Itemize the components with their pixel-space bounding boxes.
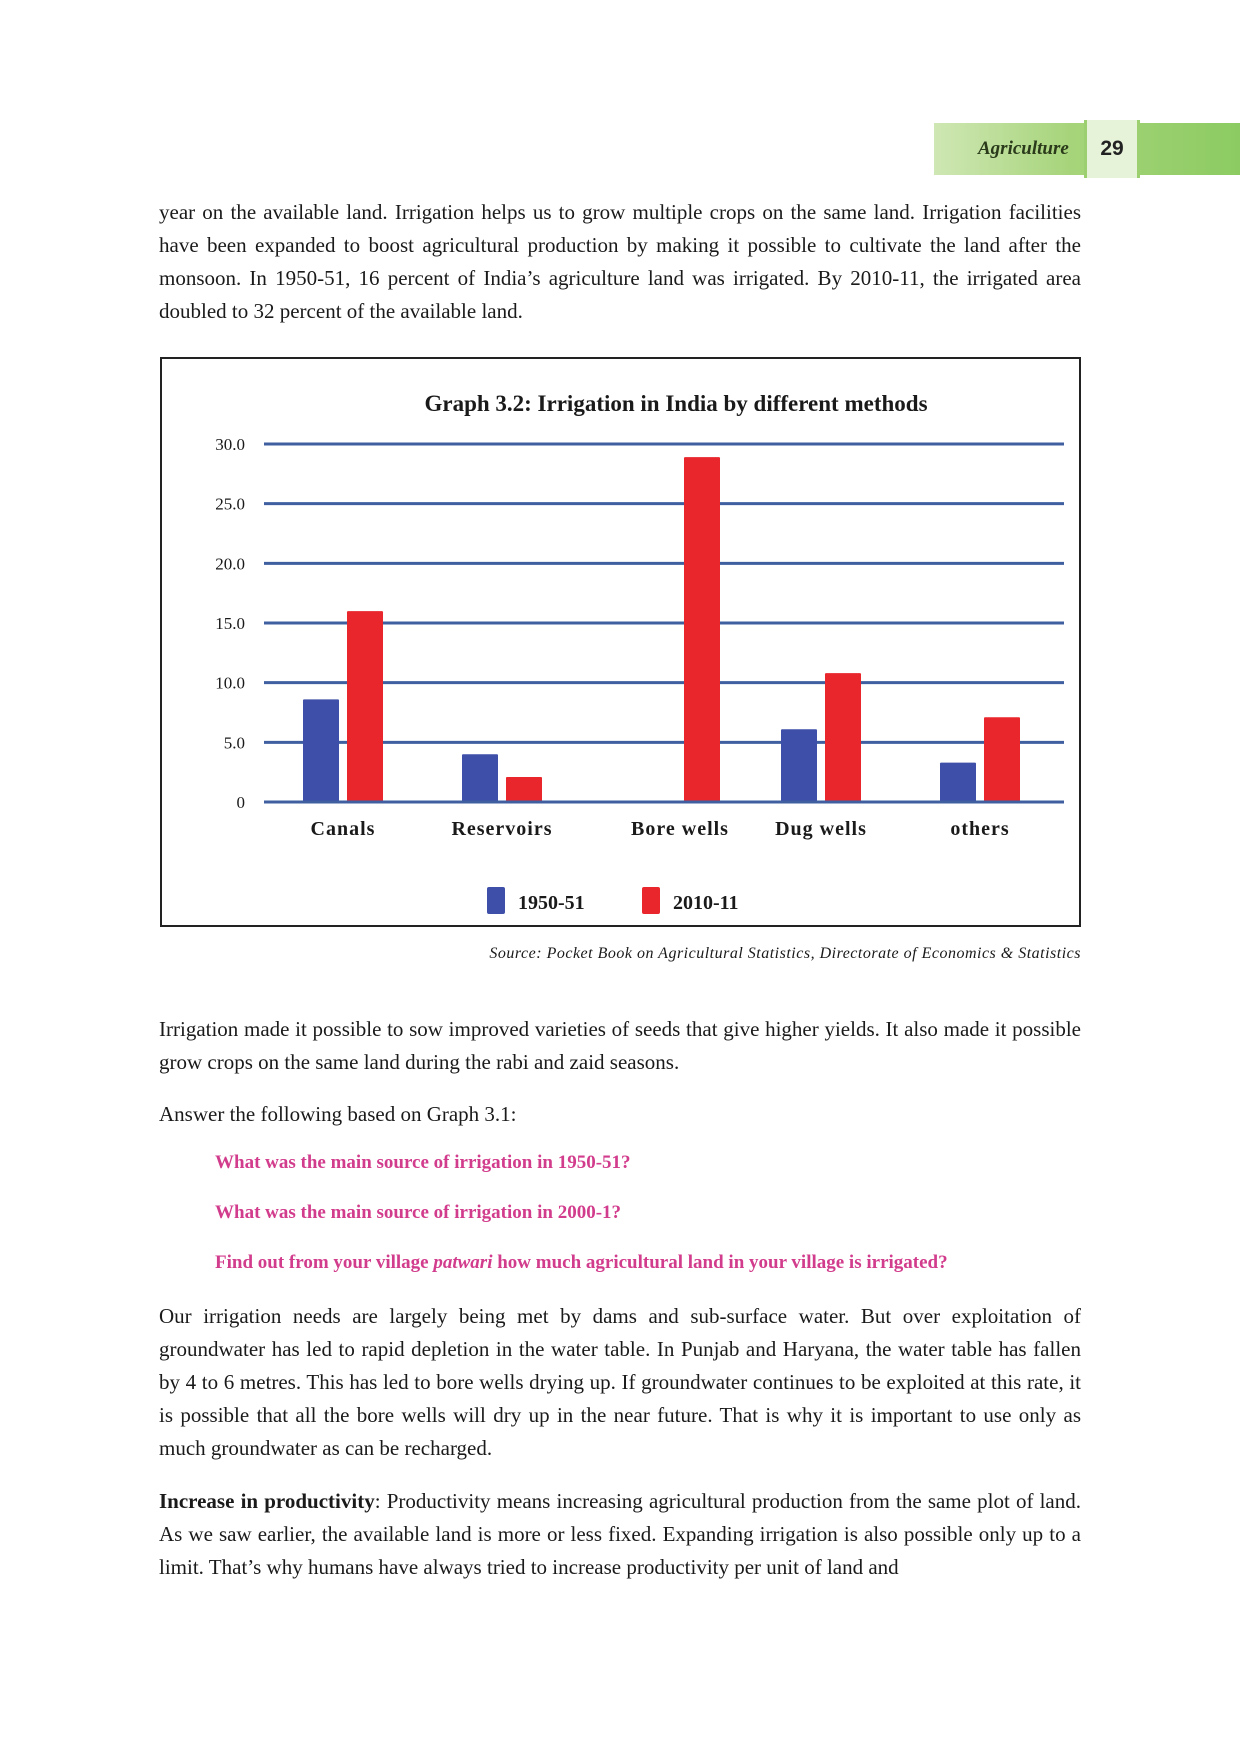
paragraph-productivity [159, 1485, 1081, 1584]
x-category-label-4: others [950, 818, 1010, 840]
y-tick-label-3: 15.0 [215, 614, 245, 633]
chart-container [160, 357, 1081, 927]
chart-title: Graph 3.2: Irrigation in India by different methods [424, 391, 928, 416]
bar-canals-1950-51 [303, 699, 339, 802]
question-3 [215, 1252, 948, 1274]
bar-bore-wells-2010-11 [684, 457, 720, 802]
paragraph-improved-seeds: Irrigation made it possible to sow improved varieties of seeds that give higher yields. It also made it possible grow crops on the same land during the rabi and zaid seasons. [159, 1017, 1081, 1074]
bar-reservoirs-1950-51 [462, 754, 498, 802]
page-number: 29 [1100, 137, 1124, 160]
y-tick-label-5: 25.0 [215, 494, 245, 514]
x-category-label-0: Canals [310, 818, 376, 840]
y-tick-label-4: 20.0 [215, 554, 245, 574]
bar-others-2010-11 [984, 717, 1020, 802]
paragraph-answer-prompt: Answer the following based on Graph 3.1: [159, 1102, 517, 1126]
page-header-tab [934, 120, 1240, 178]
x-category-label-2: Bore wells [631, 818, 729, 840]
question-1: What was the main source of irrigation in 1950-51? [215, 1152, 631, 1173]
y-tick-label-6: 30.0 [215, 435, 245, 454]
bar-canals-2010-11 [347, 611, 383, 802]
x-category-label-3: Dug wells [775, 818, 867, 840]
productivity-heading: Increase in productivity [159, 1489, 375, 1513]
legend-label-1950-51: 1950-51 [518, 892, 585, 914]
bar-chart [162, 359, 1079, 925]
bar-reservoirs-2010-11 [506, 777, 542, 802]
productivity-text: : Productivity means increasing agricultural production from the same plot of land. As we saw earlier, the available land is more or less fixed. Expanding irrigation is also possible only up to a limit. That’s why humans have always tried to increase productivity per unit of land and [159, 1489, 1081, 1579]
x-category-label-1: Reservoirs [451, 818, 553, 840]
y-tick-label-2: 10.0 [215, 673, 245, 693]
question-3-post: how much agricultural land in your village is irrigated? [492, 1252, 948, 1273]
question-2: What was the main source of irrigation in 2000-1? [215, 1202, 622, 1223]
legend-swatch-1950-51 [487, 887, 505, 914]
bar-dug-wells-2010-11 [825, 673, 861, 802]
question-3-italic: patwari [433, 1252, 493, 1273]
y-tick-label-1: 5.0 [223, 733, 245, 753]
bar-dug-wells-1950-51 [781, 729, 817, 802]
section-title: Agriculture [978, 138, 1069, 159]
legend-swatch-2010-11 [642, 887, 660, 914]
y-tick-label-0: 0 [236, 793, 245, 812]
paragraph-irrigation-intro: year on the available land. Irrigation helps us to grow multiple crops on the same land. Irrigation facilities have been expanded to boost agricultural production by making it possible to cultivate the land after the monsoon. In 1950-51, 16 percent of India’s agriculture land was irrigated. By 2010-11, the irrigated area doubled to 32 percent of the available land. [159, 200, 1081, 323]
chart-source: Source: Pocket Book on Agricultural Statistics, Directorate of Economics & Statistics [489, 945, 1081, 962]
bar-others-1950-51 [940, 763, 976, 802]
question-3-pre: Find out from your village [215, 1252, 434, 1273]
page-number-box [1084, 120, 1140, 178]
legend-label-2010-11: 2010-11 [673, 892, 739, 914]
paragraph-groundwater: Our irrigation needs are largely being met by dams and sub-surface water. But over exploitation of groundwater has led to rapid depletion in the water table. In Punjab and Haryana, the water table has fallen by 4 to 6 metres. This has led to bore wells drying up. If groundwater continues to be exploited at this rate, it is possible that all the bore wells will dry up in the near future. That is why it is important to use only as much groundwater as can be recharged. [159, 1304, 1081, 1460]
